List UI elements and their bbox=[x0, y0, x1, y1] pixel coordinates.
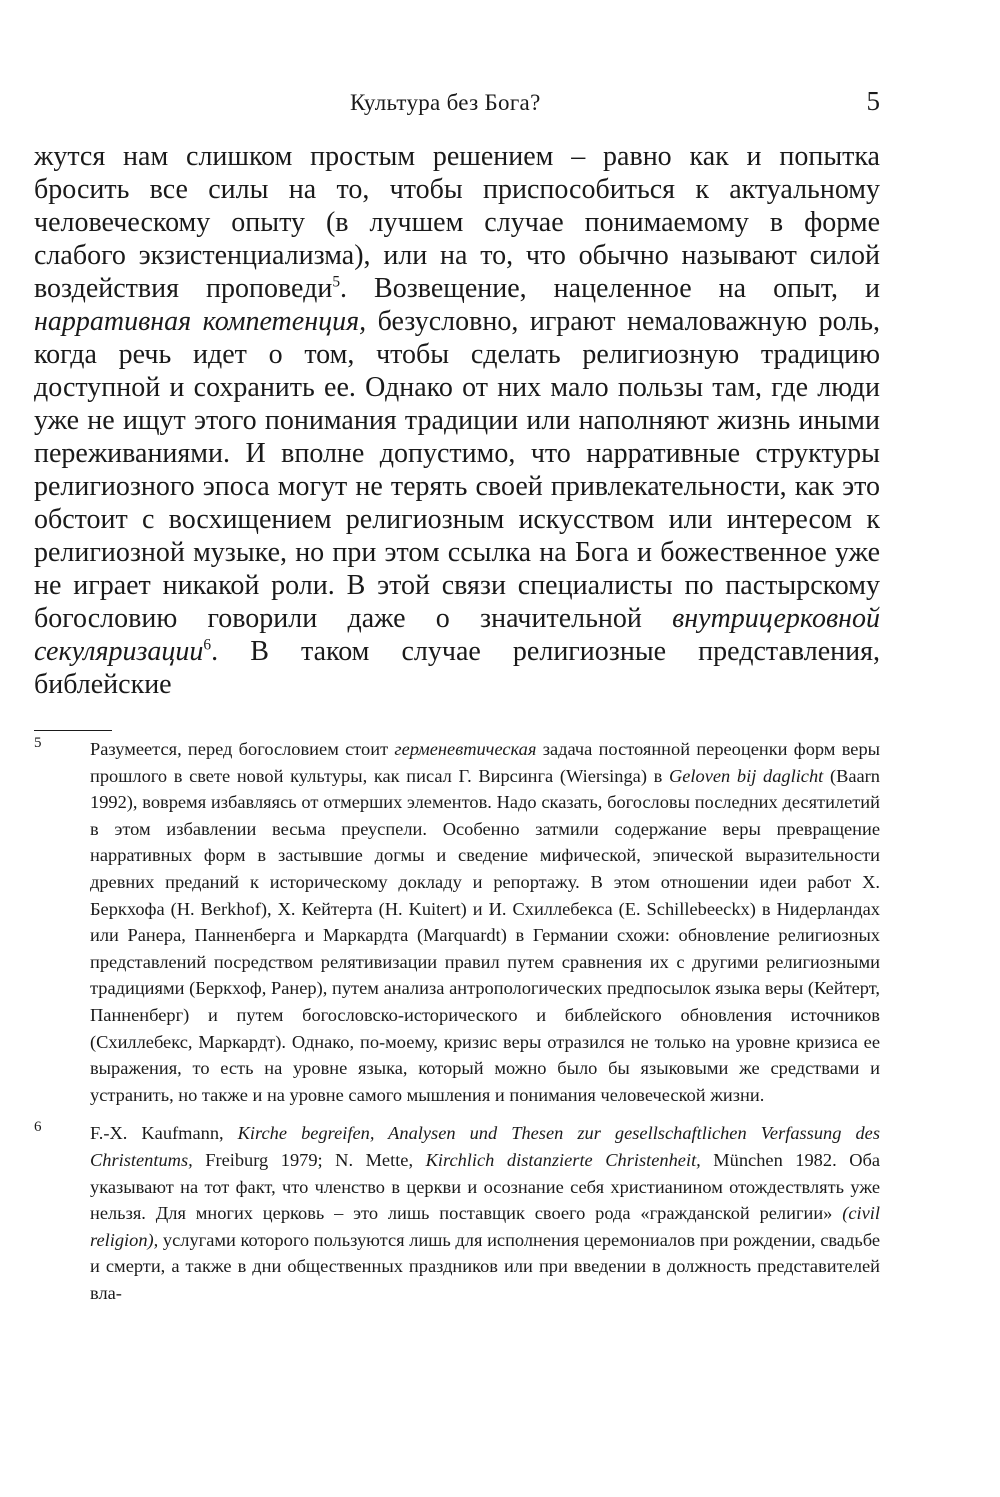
footnote-6-text-4: услугами которого пользуются лишь для исполнения церемониалов при рождении, свадьбе и смерти, а также в дни общественных праздников или при введении в должность представителей вла- bbox=[90, 1229, 880, 1303]
book-page bbox=[34, 0, 880, 1497]
page-number: 5 bbox=[866, 86, 880, 116]
footnote-5-text-1: Разумеется, перед богословием стоит bbox=[90, 739, 395, 759]
footnote-5-text-3: (Baarn 1992), вовремя избавляясь от отмерших элементов. Надо сказать, богословы последних десятилетий в этом избавлении весьма преуспели. Особенно затмили содержание веры превращение нарративных форм в застывшие догмы и сведение мифической, эпической выразительности древних преданий к историческому докладу и репортажу. В этом отношении идеи работ Х. Беркхофа (H. Berkhof), Х. Кейтерта (H. Kuitert) и И. Схиллебекса (E. Schillebeeckx) в Нидерландах или Ранера, Панненберга и Маркардта (Marquardt) в Германии схожи: обновление религиозных представлений посредством релятивизации правил путем сравнения их с другими религиозными традициями (Беркхоф, Ранер), путем анализа антропологических предпосылок языка веры (Кейтерт, Панненберг) и путем богословско-исторического и библейского обновления источников (Схиллебекс, Маркардт). Однако, по-моему, кризис веры отразился не только на уровне кризиса ее выражения, то есть на уровне языка, который можно было бы языковыми же средствами и устранить, но также и на уровне самого мышления и понимания человеческой жизни. bbox=[90, 765, 880, 1105]
footnote-6-text-2: Freiburg 1979; N. Mette, bbox=[192, 1149, 426, 1170]
footnote-divider bbox=[34, 730, 112, 731]
running-header bbox=[34, 86, 880, 116]
footnote-5-number: 5 bbox=[34, 735, 42, 751]
main-text-part-2: . Возвещение, нацеленное на опыт, и bbox=[340, 273, 880, 304]
footnotes bbox=[34, 736, 880, 1306]
footnote-6-text-3: München 1982. Оба указывают на тот факт, что членство в церкви и осознание себя христианином отождествлять уже нельзя. Для многих церковь – это лишь поставщик своего рода «гражданской религии» bbox=[90, 1149, 880, 1224]
footnote-6-number: 6 bbox=[34, 1119, 42, 1136]
main-paragraph bbox=[34, 140, 880, 701]
footnote-6-text-1: F.-X. Kaufmann, bbox=[90, 1123, 238, 1144]
footnote-5-text-2: задача постоянной переоценки форм веры прошлого в свете новой культуры, как писал Г. Вирсинга (Wiersinga) в bbox=[90, 739, 880, 786]
footnote-5-emphasis-1: герменевтическая bbox=[394, 739, 537, 759]
main-text-part-3: безусловно, играют немаловажную роль, когда речь идет о том, чтобы сделать религиозную традицию доступной и сохранить ее. Однако от них мало пользы там, где люди уже не ищут этого понимания традиции или наполняют жизнь иными переживаниями. И вполне допустимо, что нарративные структуры религиозного эпоса могут не терять своей привлекательности, как это обстоит с восхищением религиозным искусством или интересом к религиозной музыке, но при этом ссылка на Бога и божественное уже не играет никакой роли. В этой связи специалисты по пастырскому богословию говорили даже о значительной bbox=[34, 306, 880, 634]
footnote-6 bbox=[34, 1120, 880, 1306]
main-text-part-1: жутся нам слишком простым решением – равно как и попытка бросить все силы на то, чтобы приспособиться к актуальному человеческому опыту (в лучшем случае понимаемому в форме слабого экзистенциализма), или на то, что обычно называют силой воздействия проповеди bbox=[34, 141, 880, 304]
footnote-ref-6: 6 bbox=[203, 636, 212, 654]
footnote-5-emphasis-2: Geloven bij daglicht bbox=[668, 765, 824, 786]
main-text-part-4: . В таком случае религиозные представления, библейские bbox=[34, 636, 880, 700]
emphasis-narrative-competence: нарративная компетенция, bbox=[34, 306, 367, 337]
footnote-ref-5: 5 bbox=[332, 273, 341, 291]
footnote-6-emphasis-3: (civil religion), bbox=[90, 1203, 880, 1250]
footnote-6-emphasis-1: Kirche begreifen, Analysen und Thesen zur gesellschaftlichen Verfassung des Christentums, bbox=[90, 1123, 880, 1170]
footnote-6-emphasis-2: Kirchlich distanzierte Christenheit, bbox=[425, 1149, 701, 1170]
footnote-5 bbox=[34, 736, 880, 1108]
emphasis-intra-church-secularization: внутрицерковной секуляризации bbox=[34, 603, 880, 667]
running-title: Культура без Бога? bbox=[350, 90, 541, 115]
